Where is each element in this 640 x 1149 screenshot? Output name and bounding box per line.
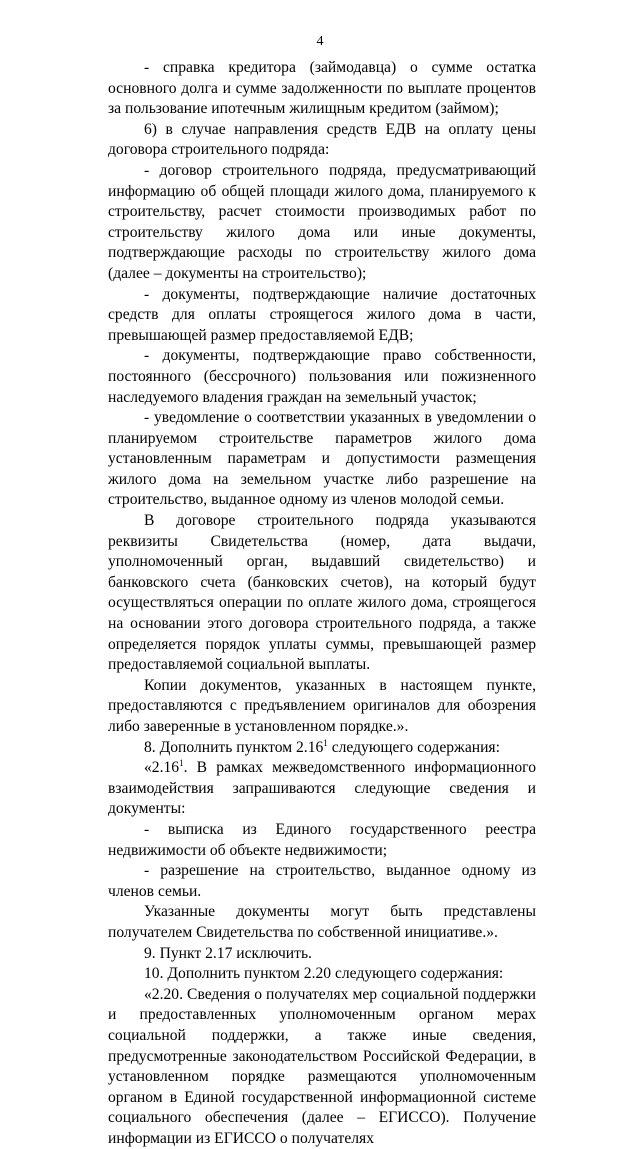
paragraph-construction-notice: - уведомление о соответствии указанных в уведомлении о планируемом строительстве параметров жилого дома установленным параметрам и допустимости размещения жилого дома на земельном участке либо разрешение на строительство, выданное одному из членов молодой семьи. [108, 409, 536, 509]
item-2-16-1-text-after: . В рамках межведомственного информационного взаимодействия запрашиваются следующие сведения и документы: [108, 759, 536, 818]
item-8-text-before: 8. Дополнить пунктом 2.16 [144, 738, 324, 756]
paragraph-item-10: 10. Дополнить пунктом 2.20 следующего содержания: [144, 965, 504, 983]
item-2-16-1-text-before: «2.16 [144, 759, 180, 777]
document-body [108, 58, 536, 1149]
paragraph-construction-contract-documents: - договор строительного подряда, предусматривающий информацию об общей площади жилого дома, планируемого к строительству, расчет стоимости производимых работ по строительству жилого дома или иные документы, подтверждающие расходы по строительству жилого дома (далее – документы на строительство); [108, 161, 536, 282]
item-8-superscript: 1 [323, 737, 328, 748]
paragraph-item-2-16-1 [108, 758, 536, 820]
paragraph-item-2-20: «2.20. Сведения о получателях мер социальной поддержки и предоставленных уполномоченным органом мерах социальной поддержки, а также иные сведения, предусмотренные законодательством Российской Федерации, в установленном порядке размещаются уполномоченным органом в Единой государственной информационной системе социального обеспечения (далее – ЕГИССО). Получение информации из ЕГИССО о получателях [108, 985, 536, 1147]
paragraph-creditor-statement: - справка кредитора (займодавца) о сумме остатка основного долга и сумме задолженности по выплате процентов за пользование ипотечным жилищным кредитом (займом); [108, 59, 536, 118]
paragraph-own-initiative: Указанные документы могут быть представлены получателем Свидетельства по собственной инициативе.». [108, 903, 536, 941]
paragraph-construction-permit: - разрешение на строительство, выданное одному из членов семьи. [108, 862, 536, 900]
item-8-text-after: следующего содержания: [327, 738, 500, 756]
paragraph-item-6-construction-contract: 6) в случае направления средств ЕДВ на оплату цены договора строительного подряда: [108, 120, 536, 159]
item-2-16-1-superscript: 1 [179, 758, 184, 768]
paragraph-registry-extract: - выписка из Единого государственного реестра недвижимости об объекте недвижимости; [108, 820, 536, 859]
paragraph-item-9: 9. Пункт 2.17 исключить. [144, 944, 312, 962]
paragraph-contract-requisites: В договоре строительного подряда указываются реквизиты Свидетельства (номер, дата выдачи, уполномоченный орган, выдавший свидетельство) и банковского счета (банковских счетов), на который будут осуществляться операции по оплате жилого дома, строящегося на основании этого договора строительного подряда, а также определяется порядок уплаты суммы, превышающей размер предоставляемой социальной выплаты. [108, 512, 536, 674]
page-number: 4 [316, 34, 324, 49]
paragraph-land-rights-documents: - документы, подтверждающие право собственности, постоянного (бессрочного) пользования или пожизненного наследуемого владения граждан на земельный участок; [108, 347, 536, 406]
paragraph-item-8-heading [108, 738, 536, 759]
paragraph-document-copies: Копии документов, указанных в настоящем пункте, предоставляются с предъявлением оригиналов для обозрения либо заверенные в установленном порядке.». [108, 676, 536, 735]
paragraph-sufficient-funds-documents: - документы, подтверждающие наличие достаточных средств для оплаты строящегося жилого дома в части, превышающей размер предоставляемой ЕДВ; [108, 285, 536, 344]
